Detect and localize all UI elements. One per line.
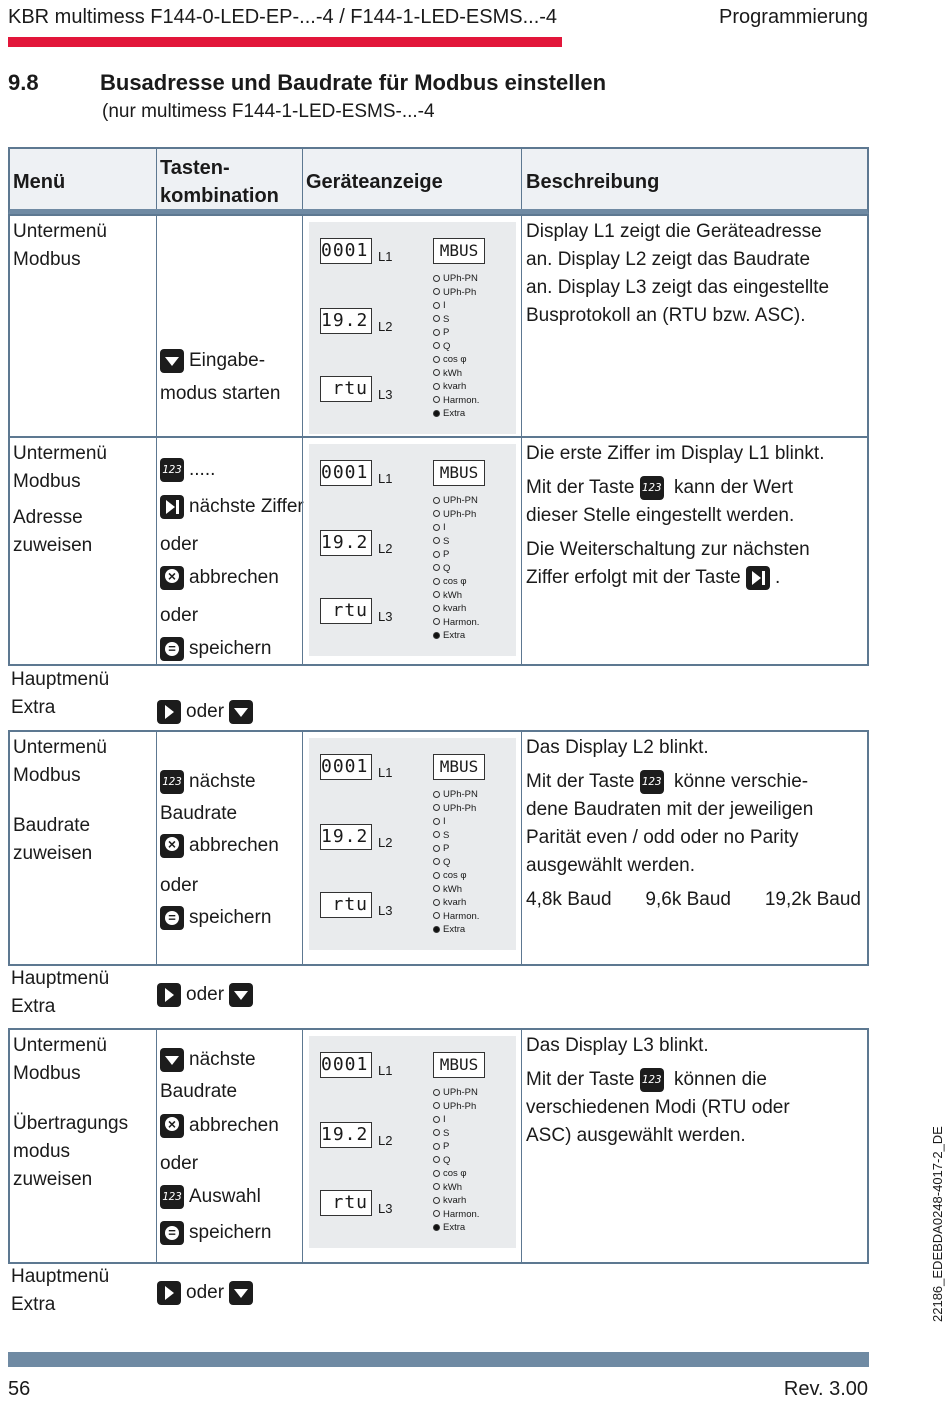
row-menu <box>10 438 156 664</box>
display-l2-value: 19.2 <box>320 308 372 334</box>
display-l2-label: L2 <box>378 319 393 334</box>
led-dot-icon <box>433 329 440 336</box>
led-dot-icon <box>433 578 440 585</box>
led-dot-active-icon <box>433 632 440 639</box>
led-dot-icon <box>433 845 440 852</box>
down-key-icon <box>229 1281 253 1305</box>
display-l1-value: 0001 <box>320 1052 372 1078</box>
display-l2-label: L2 <box>378 835 393 850</box>
led-dot-icon <box>433 288 440 295</box>
key-text: modus starten <box>160 383 281 404</box>
row-keys <box>156 216 302 436</box>
th-keys-line1: Tasten- <box>160 157 230 179</box>
row-description <box>521 216 867 436</box>
row-keys: nächste Baudrate ×abbrechen oder 123 Auswahl =speichern <box>156 1030 302 1262</box>
led-dot-icon <box>433 396 440 403</box>
led-dot-icon <box>433 1089 440 1096</box>
row-menu: Untermenü Modbus Übertragungs modus zuweisen <box>13 1035 129 1190</box>
led-dot-icon <box>433 618 440 625</box>
led-dot-icon <box>433 831 440 838</box>
save-key-icon <box>160 637 184 661</box>
display-l3-label: L3 <box>378 609 393 624</box>
number-key-icon: 123 <box>640 770 664 794</box>
display-panel <box>309 444 516 656</box>
down-key-icon <box>229 700 253 724</box>
header-accent-bar <box>8 37 562 47</box>
led-dot-icon <box>433 383 440 390</box>
baud-option: 19,2k Baud <box>764 889 861 910</box>
row-keys: oder <box>154 1263 300 1327</box>
display-l2-value: 19.2 <box>320 1122 372 1148</box>
th-display: Geräteanzeige <box>302 149 521 209</box>
row-description: Das Display L2 blinkt. Mit der Taste 123 könne verschie- dene Baudraten mit der jeweiligen Parität even / odd oder no Parity ausgewählt werden. 4,8k Baud 9,6k Baud 19,2k Baud <box>521 732 867 964</box>
key-text: Eingabe- <box>189 350 266 371</box>
led-dot-icon <box>433 356 440 363</box>
table-header <box>8 147 869 215</box>
led-dot-icon <box>433 605 440 612</box>
th-description: Beschreibung <box>521 149 867 209</box>
led-list: UPh-PN UPh-Ph I S P Q cos φ kWh kvarh Harmon. Extra <box>433 1086 479 1235</box>
cancel-key-icon <box>160 834 184 858</box>
led-dot-icon <box>433 1116 440 1123</box>
row-keys: 123 ..... nächste Ziffer oder ×abbrechen oder =speichern <box>156 438 302 664</box>
display-l1-value: 0001 <box>320 460 372 486</box>
led-dot-icon <box>433 510 440 517</box>
led-list: UPh-PN UPh-Ph I S P Q cos φ kWh kvarh Harmon. Extra <box>433 494 479 643</box>
menu-line: Modbus <box>13 471 81 492</box>
right-key-icon <box>157 1281 181 1305</box>
led-dot-icon <box>433 1210 440 1217</box>
number-key-icon: 123 <box>160 1185 184 1209</box>
display-protocol-value: MBUS <box>433 754 485 780</box>
header-chapter: Programmierung <box>719 6 868 28</box>
led-dot-icon <box>433 818 440 825</box>
display-l1-label: L1 <box>378 249 393 264</box>
led-list: UPh-PN UPh-Ph I S P Q cos φ kWh kvarh Harmon. Extra <box>433 272 479 421</box>
next-digit-key-icon <box>746 566 770 590</box>
display-l1-label: L1 <box>378 471 393 486</box>
device-display <box>302 732 521 964</box>
display-l3-value: rtu <box>320 598 372 624</box>
display-protocol-value: MBUS <box>433 238 485 264</box>
led-dot-icon <box>433 497 440 504</box>
row-menu <box>10 216 156 436</box>
display-l2-label: L2 <box>378 1133 393 1148</box>
row-keys: oder <box>154 666 300 730</box>
down-key-icon <box>229 983 253 1007</box>
display-l3-value: rtu <box>320 1190 372 1216</box>
main-menu-row <box>8 1263 869 1327</box>
table-row <box>8 214 869 438</box>
led-dot-icon <box>433 302 440 309</box>
display-protocol-value: MBUS <box>433 1052 485 1078</box>
header-title: KBR multimess F144-0-LED-EP-...-4 / F144-1-LED-ESMS...-4 <box>8 6 558 28</box>
led-dot-icon <box>433 1102 440 1109</box>
led-dot-icon <box>433 912 440 919</box>
save-key-icon <box>160 906 184 930</box>
footer-bar <box>8 1352 869 1367</box>
table-row <box>8 1028 869 1264</box>
row-menu: Hauptmenü Extra <box>11 968 110 1017</box>
menu-line: Adresse <box>13 507 83 528</box>
led-dot-icon <box>433 872 440 879</box>
row-keys: oder <box>154 965 300 1029</box>
table-row <box>8 730 869 966</box>
desc-line: Die erste Ziffer im Display L1 blinkt. <box>526 443 825 464</box>
right-key-icon <box>157 700 181 724</box>
led-dot-active-icon <box>433 1224 440 1231</box>
led-dot-icon <box>433 551 440 558</box>
display-panel <box>309 222 516 434</box>
menu-line: Untermenü <box>13 221 107 242</box>
row-keys: 123 nächste Baudrate ×abbrechen oder =speichern <box>156 732 302 964</box>
display-protocol-value: MBUS <box>433 460 485 486</box>
display-l1-label: L1 <box>378 765 393 780</box>
device-display <box>302 216 521 436</box>
display-l3-value: rtu <box>320 892 372 918</box>
document-id: 22186_EDEBDA0248-4017-2_DE <box>930 1126 945 1322</box>
cancel-key-icon <box>160 1114 184 1138</box>
led-dot-icon <box>433 885 440 892</box>
desc-line: an. Display L3 zeigt das eingestellte <box>526 277 830 298</box>
led-dot-icon <box>433 1183 440 1190</box>
led-dot-icon <box>433 1129 440 1136</box>
row-menu: Hauptmenü Extra <box>11 1266 110 1315</box>
display-panel <box>309 738 516 950</box>
right-key-icon <box>157 983 181 1007</box>
th-keys-line2: kombination <box>160 185 279 207</box>
display-l3-value: rtu <box>320 376 372 402</box>
led-dot-icon <box>433 804 440 811</box>
row-description: Das Display L3 blinkt. Mit der Taste 123 können die verschiedenen Modi (RTU oder ASC) ausgewählt werden. <box>521 1030 867 1262</box>
baud-option: 9,6k Baud <box>645 889 731 910</box>
led-dot-icon <box>433 564 440 571</box>
led-dot-icon <box>433 342 440 349</box>
section-title: Busadresse und Baudrate für Modbus einstellen <box>100 70 607 95</box>
desc-line: dieser Stelle eingestellt werden. <box>526 505 795 526</box>
section-subtitle: (nur multimess F144-1-LED-ESMS-...-4 <box>102 101 435 122</box>
cancel-key-icon <box>160 566 184 590</box>
device-display <box>302 438 521 664</box>
device-display <box>302 1030 521 1262</box>
number-key-icon: 123 <box>160 458 184 482</box>
display-l3-label: L3 <box>378 903 393 918</box>
display-l2-label: L2 <box>378 541 393 556</box>
led-dot-icon <box>433 591 440 598</box>
row-description: Die erste Ziffer im Display L1 blinkt. Mit der Taste 123 kann der Wert dieser Stelle eingestellt werden. Die Weiterschaltung zur nächsten Ziffer erfolgt mit der Taste . <box>521 438 867 664</box>
led-dot-active-icon <box>433 410 440 417</box>
th-menu: Menü <box>13 171 66 193</box>
display-l2-value: 19.2 <box>320 824 372 850</box>
display-l2-value: 19.2 <box>320 530 372 556</box>
down-key-icon <box>160 349 184 373</box>
led-dot-active-icon <box>433 926 440 933</box>
section-number: 9.8 <box>8 70 39 95</box>
led-dot-icon <box>433 791 440 798</box>
th-keys <box>156 149 302 209</box>
table-row <box>8 436 869 666</box>
menu-line: Untermenü <box>13 443 107 464</box>
menu-line: zuweisen <box>13 535 93 556</box>
baud-options <box>526 886 867 914</box>
led-dot-icon <box>433 537 440 544</box>
led-dot-icon <box>433 315 440 322</box>
down-key-icon <box>160 1048 184 1072</box>
led-dot-icon <box>433 1143 440 1150</box>
desc-line: Die Weiterschaltung zur nächsten <box>526 539 810 560</box>
desc-line: an. Display L2 zeigt das Baudrate <box>526 249 811 270</box>
led-list: UPh-PN UPh-Ph I S P Q cos φ kWh kvarh Harmon. Extra <box>433 788 479 937</box>
number-key-icon: 123 <box>640 1068 664 1092</box>
desc-line: Display L1 zeigt die Geräteadresse <box>526 221 822 242</box>
desc-line: Busprotokoll an (RTU bzw. ASC). <box>526 305 806 326</box>
save-key-icon <box>160 1221 184 1245</box>
next-digit-key-icon <box>160 495 184 519</box>
display-panel <box>309 1036 516 1248</box>
led-dot-icon <box>433 1170 440 1177</box>
page-number: 56 <box>8 1378 31 1400</box>
led-dot-icon <box>433 858 440 865</box>
led-dot-icon <box>433 1156 440 1163</box>
led-dot-icon <box>433 524 440 531</box>
baud-option: 4,8k Baud <box>526 889 612 910</box>
main-menu-row <box>8 666 869 730</box>
number-key-icon: 123 <box>640 476 664 500</box>
led-dot-icon <box>433 369 440 376</box>
led-dot-icon <box>433 1197 440 1204</box>
display-l3-label: L3 <box>378 387 393 402</box>
menu-line: Modbus <box>13 249 81 270</box>
number-key-icon: 123 <box>160 770 184 794</box>
revision: Rev. 3.00 <box>783 1378 868 1400</box>
display-l1-value: 0001 <box>320 238 372 264</box>
display-l1-label: L1 <box>378 1063 393 1078</box>
led-dot-icon <box>433 275 440 282</box>
row-menu: Hauptmenü Extra <box>11 669 110 718</box>
display-l3-label: L3 <box>378 1201 393 1216</box>
display-l1-value: 0001 <box>320 754 372 780</box>
led-dot-icon <box>433 899 440 906</box>
row-menu: Untermenü Modbus Baudrate zuweisen <box>13 737 107 864</box>
main-menu-row <box>8 965 869 1029</box>
